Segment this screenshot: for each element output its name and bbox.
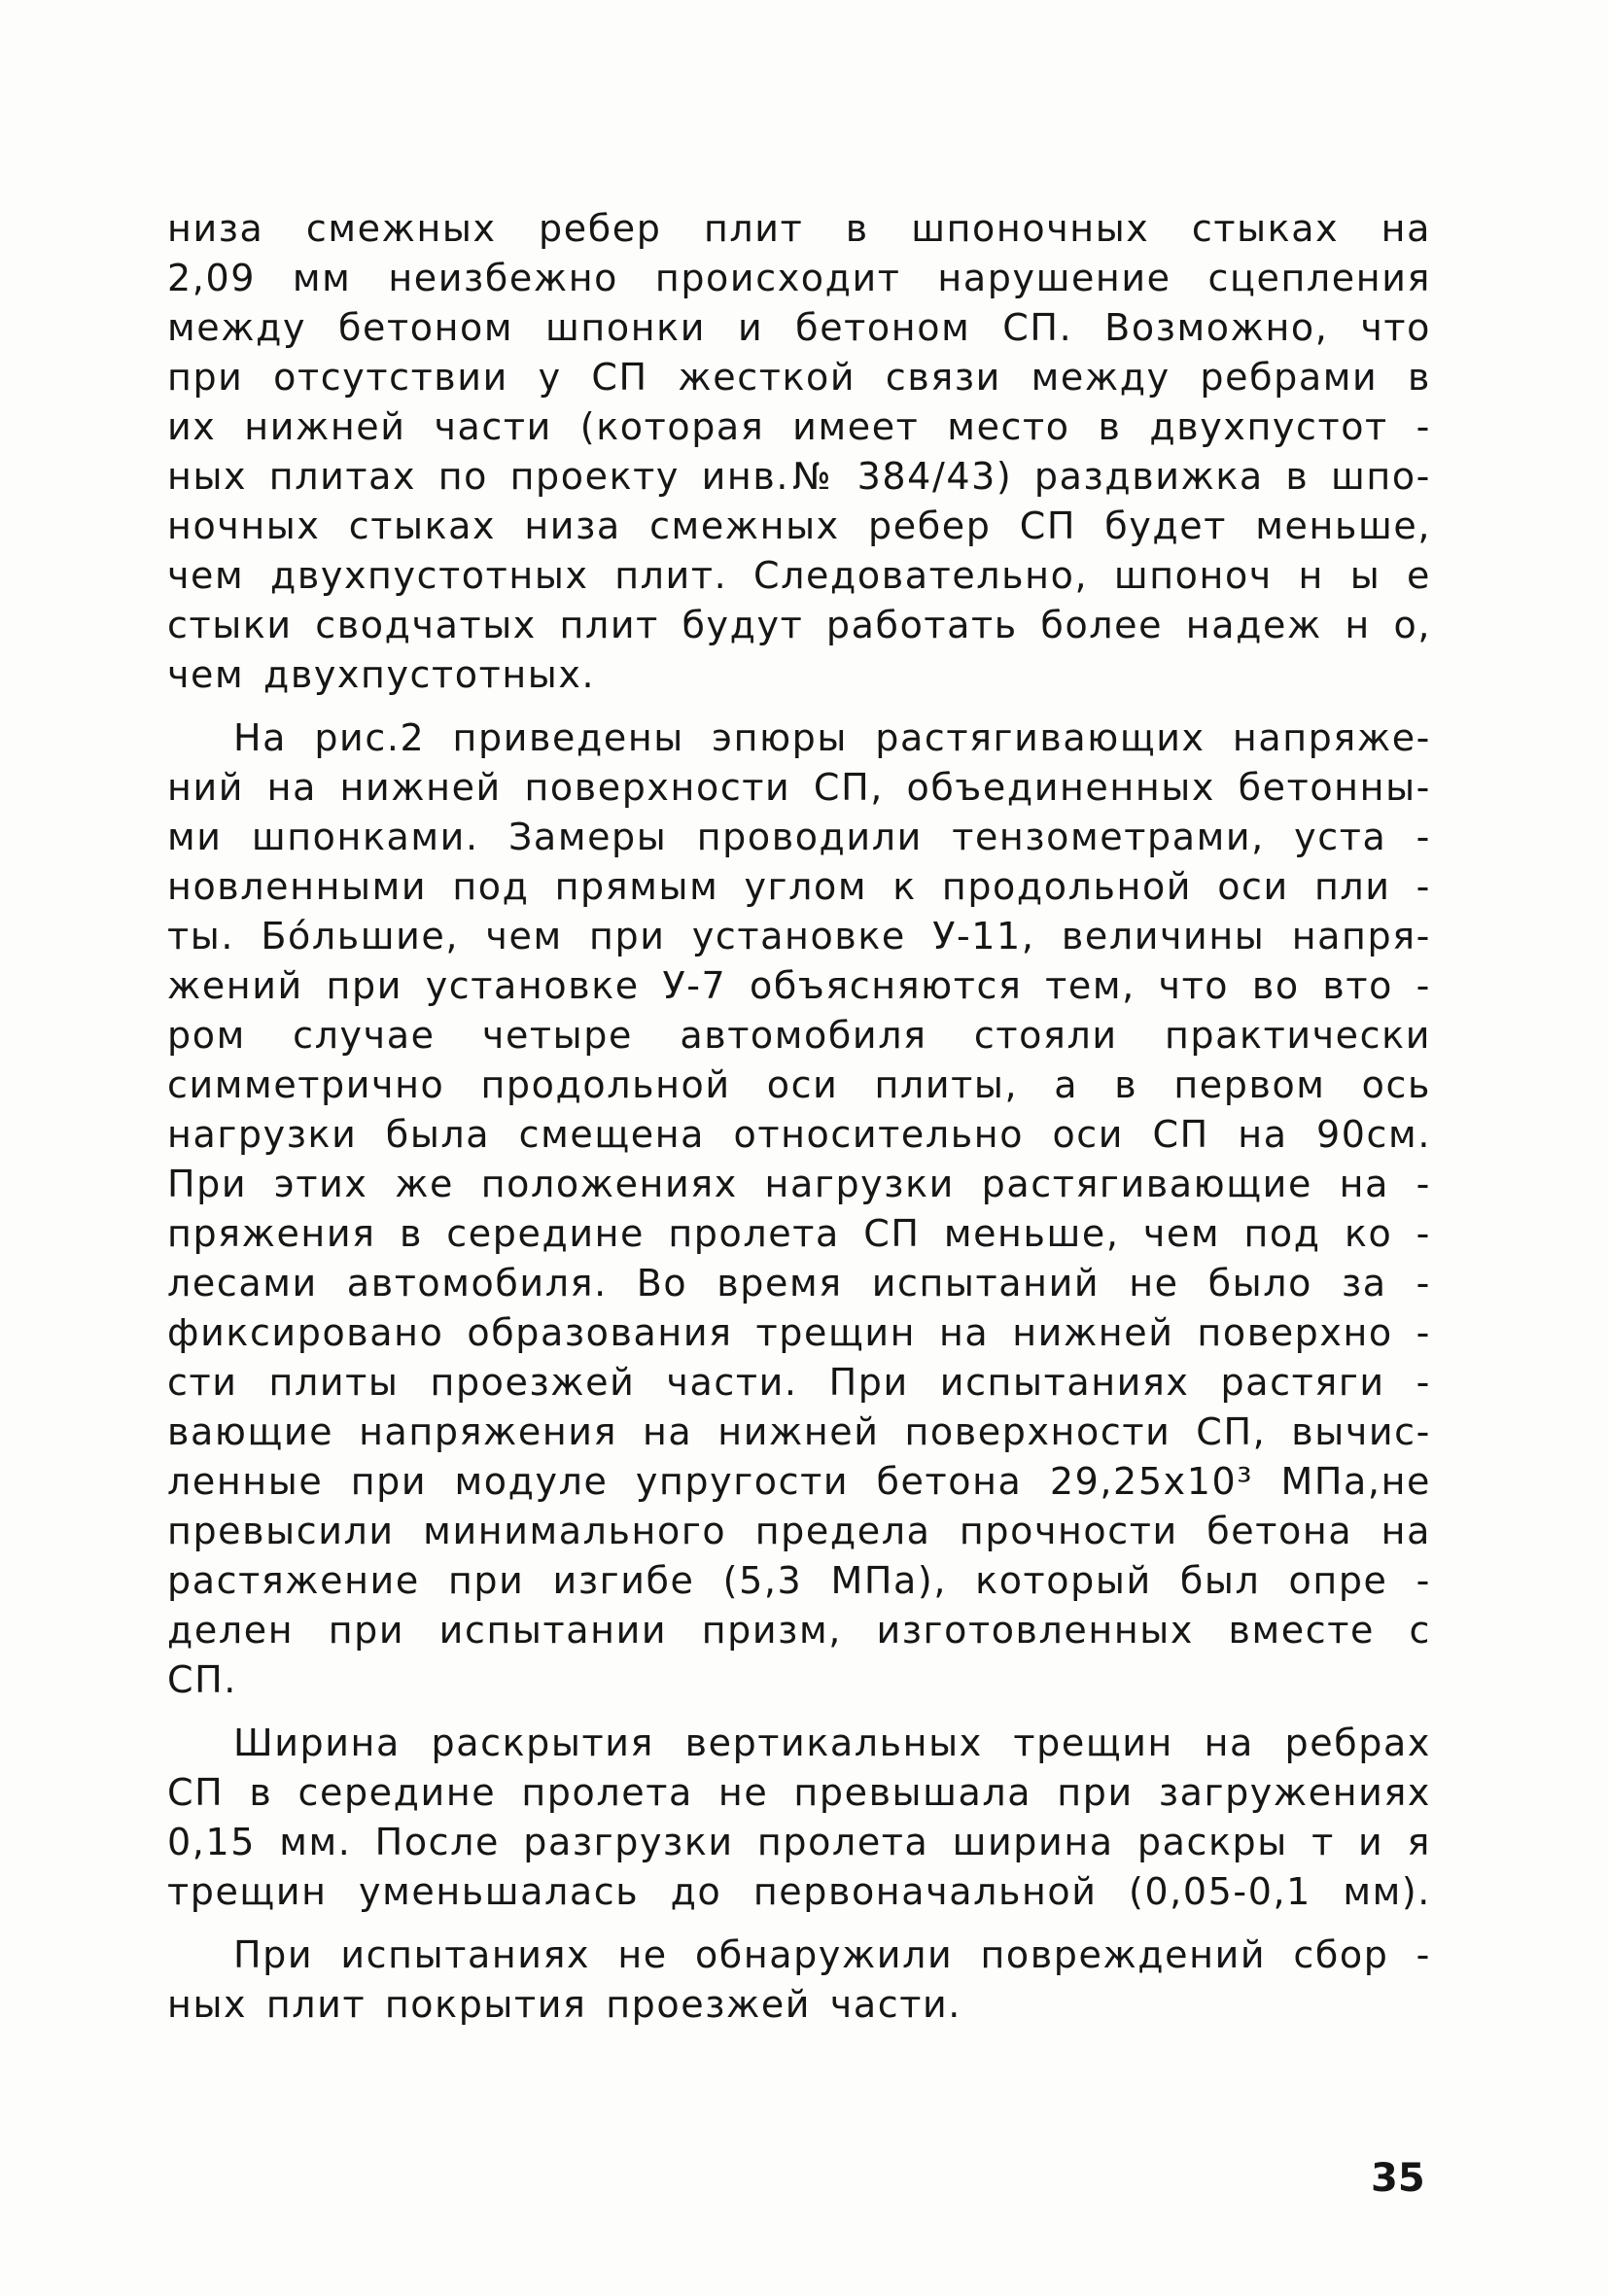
text-line: трещин уменьшалась до первоначальной (0,05-0,1 мм).	[167, 1870, 1431, 1913]
text-line: стыки сводчатых плит будут работать более надеж н о,	[167, 604, 1431, 646]
text-line: симметрично продольной оси плиты, а в первом ось	[167, 1063, 1431, 1106]
text-line: растяжение при изгибе (5,3 МПа), который был опре -	[167, 1559, 1431, 1602]
paragraph-1	[167, 204, 1431, 700]
text-line: СП в середине пролета не превышала при загружениях	[167, 1771, 1431, 1814]
text-line: их нижней части (которая имеет место в двухпустот -	[167, 405, 1431, 448]
text-line: пряжения в середине пролета СП меньше, чем под ко -	[167, 1212, 1431, 1255]
text-line: При испытаниях не обнаружили повреждений сбор -	[233, 1933, 1431, 1976]
text-line: чем двухпустотных.	[167, 653, 596, 696]
text-line: ленные при модуле упругости бетона 29,25х10³ МПа,не	[167, 1460, 1431, 1503]
text-line: ных плитах по проекту инв.№ 384/43) раздвижка в шпо-	[167, 455, 1431, 498]
text-line: На рис.2 приведены эпюры растягивающих напряже-	[233, 716, 1431, 759]
text-line: СП.	[167, 1658, 237, 1701]
text-line: вающие напряжения на нижней поверхности СП, вычис-	[167, 1410, 1431, 1453]
text-line: 2,09 мм неизбежно происходит нарушение сцепления	[167, 257, 1431, 299]
text-line: ты. Бóльшие, чем при установке У-11, величины напря-	[167, 915, 1431, 957]
paragraph-2	[167, 713, 1431, 1705]
paragraph-3	[167, 1719, 1431, 1917]
text-line: ний на нижней поверхности СП, объединенных бетонны-	[167, 766, 1431, 809]
text-line: 0,15 мм. После разгрузки пролета ширина раскры т и я	[167, 1821, 1431, 1863]
text-line: между бетоном шпонки и бетоном СП. Возможно, что	[167, 306, 1431, 349]
text-line: Ширина раскрытия вертикальных трещин на ребрах	[233, 1722, 1431, 1764]
text-line: низа смежных ребер плит в шпоночных стыках на	[167, 207, 1431, 250]
paragraph-4	[167, 1931, 1431, 2030]
text-line: ми шпонками. Замеры проводили тензометрами, уста -	[167, 816, 1431, 858]
text-line: ночных стыках низа смежных ребер СП будет меньше,	[167, 504, 1431, 547]
text-line: При этих же положениях нагрузки растягивающие на -	[167, 1163, 1431, 1205]
text-line: новленными под прямым углом к продольной оси пли -	[167, 865, 1431, 908]
text-line: сти плиты проезжей части. При испытаниях растяги -	[167, 1361, 1431, 1404]
text-line: ром случае четыре автомобиля стояли практически	[167, 1014, 1431, 1057]
text-line: ных плит покрытия проезжей части.	[167, 1983, 961, 2026]
text-line: превысили минимального предела прочности бетона на	[167, 1510, 1431, 1552]
text-line: при отсутствии у СП жесткой связи между ребрами в	[167, 356, 1431, 399]
page-number: 35	[1371, 2156, 1425, 2201]
text-line: делен при испытании призм, изготовленных вместе с	[167, 1609, 1431, 1652]
body-text	[167, 204, 1431, 2030]
text-line: фиксировано образования трещин на нижней поверхно -	[167, 1311, 1431, 1354]
text-line: жений при установке У-7 объясняются тем, что во вто -	[167, 964, 1431, 1007]
text-line: чем двухпустотных плит. Следовательно, шпоноч н ы е	[167, 554, 1431, 597]
text-line: лесами автомобиля. Во время испытаний не было за -	[167, 1262, 1431, 1305]
text-line: нагрузки была смещена относительно оси СП на 90см.	[167, 1113, 1431, 1156]
